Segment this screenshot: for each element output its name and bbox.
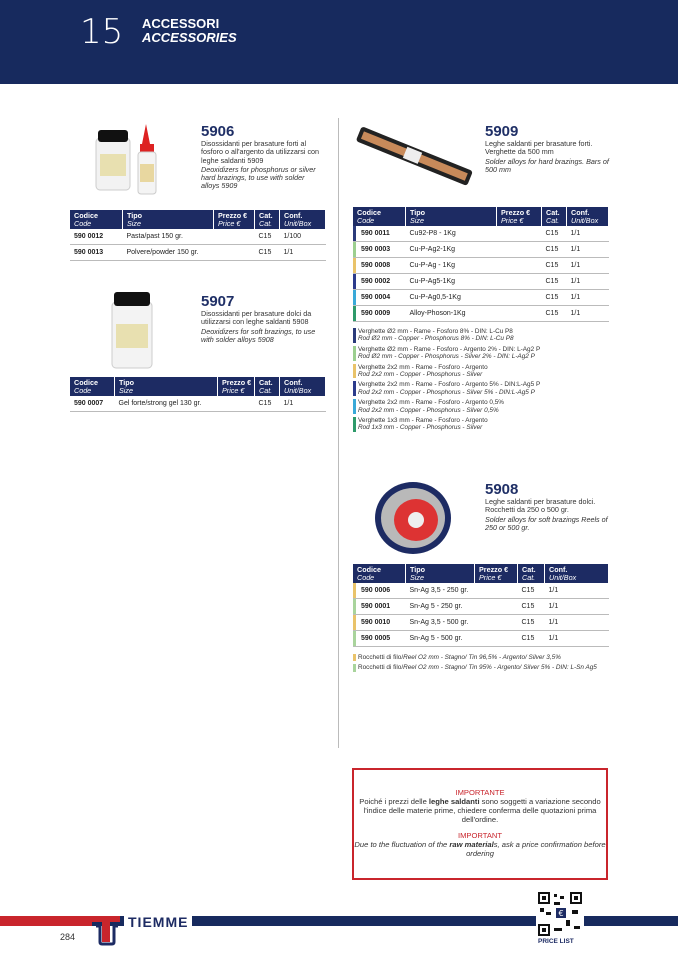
col-cat: Cat. Cat. xyxy=(542,207,567,226)
table-row: 590 0007 Gel forte/strong gel 130 gr. C15 1/1 xyxy=(70,396,326,412)
col-conf: Conf. Unit/Box xyxy=(545,564,609,583)
note-text-en: Rod 1x3 mm - Copper - Phosphorus - Silver xyxy=(358,424,483,432)
row-type: Cu-P-Ag5-1Kg xyxy=(406,274,497,290)
row-color-bar xyxy=(353,226,356,241)
row-conf: 1/1 xyxy=(567,226,609,242)
table-row xyxy=(353,583,609,599)
row-color-bar xyxy=(353,599,356,614)
row-code: 590 0001 xyxy=(353,599,406,615)
row-conf: 1/1 xyxy=(567,274,609,290)
row-price xyxy=(475,631,518,647)
note-color-bar xyxy=(353,417,356,432)
col-type: Tipo Size xyxy=(406,207,497,226)
product-5909-notes xyxy=(353,328,609,435)
important-text-it: Poiché i prezzi delle leghe saldanti sono soggetti a variazione secondo l'indice delle materie prime, chiedere conferma delle quotazioni prima dell'ordine. xyxy=(359,797,601,824)
note-text-en: Rod 2x2 mm - Copper - Phosphorus - Silver xyxy=(358,371,483,379)
row-price xyxy=(497,274,542,290)
row-type: Sn-Ag 5 - 250 gr. xyxy=(406,599,475,615)
row-type: Sn-Ag 5 - 500 gr. xyxy=(406,631,475,647)
row-conf: 1/1 xyxy=(567,306,609,322)
qr-label: PRICE LIST xyxy=(538,938,574,945)
col-price: Prezzo € Price € xyxy=(497,207,542,226)
row-price xyxy=(497,258,542,274)
row-color-bar xyxy=(353,242,356,257)
product-5907-info xyxy=(201,294,321,344)
table-header xyxy=(353,207,609,226)
important-title-en: IMPORTANT xyxy=(457,831,503,840)
row-cat: C15 xyxy=(518,599,545,615)
product-5909-table xyxy=(353,207,609,322)
row-conf: 1/1 xyxy=(545,615,609,631)
product-5909-info xyxy=(485,124,610,174)
row-conf: 1/1 xyxy=(567,242,609,258)
product-5906-table xyxy=(70,210,326,261)
product-desc-en: Solder alloys for hard brazings. Bars of 500 mm xyxy=(485,156,609,174)
table-row xyxy=(353,290,609,306)
row-color-bar xyxy=(353,290,356,305)
row-cat: C15 xyxy=(518,615,545,631)
row-cat: C15 xyxy=(542,290,567,306)
note-item xyxy=(353,328,609,343)
product-desc-en: Solder alloys for soft brazings Reels of 250 or 500 gr. xyxy=(485,514,608,532)
row-color-bar xyxy=(353,615,356,630)
table-row: 590 0013 Polvere/powder 150 gr. C15 1/1 xyxy=(70,245,326,261)
note-text-it: Verghette Ø2 mm - Rame - Fosforo 8% - DIN: L-Cu P8 xyxy=(358,328,513,335)
page-number: 284 xyxy=(60,932,76,942)
note-item xyxy=(353,654,609,661)
row-cat: C15 xyxy=(542,274,567,290)
note-text-en: Rod 2x2 mm - Copper - Phosphorus - Silver 0,5% xyxy=(358,406,499,414)
col-conf: Conf. Unit/Box xyxy=(567,207,609,226)
gel-jar-image xyxy=(108,290,158,372)
note-color-bar xyxy=(353,399,356,414)
product-code: 5907 xyxy=(201,293,235,310)
col-price: Prezzo € Price € xyxy=(475,564,518,583)
qr-code-icon[interactable] xyxy=(536,890,584,938)
note-item xyxy=(353,417,609,432)
note-text-en: Rod 2x2 mm - Copper - Phosphorus - Silver 5% - DIN:L-Ag5 P xyxy=(358,388,535,396)
col-code: Codice Code xyxy=(353,564,406,583)
row-price xyxy=(497,226,542,242)
row-code: 590 0004 xyxy=(353,290,406,306)
row-price xyxy=(497,290,542,306)
deoxidizer-jar-bottle-image xyxy=(88,120,168,200)
row-cat: C15 xyxy=(518,631,545,647)
row-color-bar xyxy=(353,306,356,321)
row-conf: 1/1 xyxy=(545,583,609,599)
row-code: 590 0005 xyxy=(353,631,406,647)
table-row xyxy=(353,599,609,615)
col-cat: Cat. Cat. xyxy=(255,210,280,229)
table-header xyxy=(70,377,326,396)
table-row xyxy=(353,226,609,242)
product-desc-it: Leghe saldanti per brasature dolci. Rocchetti da 250 o 500 gr. xyxy=(485,497,596,515)
col-code: Codice Code xyxy=(353,207,406,226)
col-type: Tipo Size xyxy=(406,564,475,583)
row-color-bar xyxy=(353,583,356,598)
product-desc-it: Disossidanti per brasature forti al fosforo o all'argento da utilizzarsi con leghe saldanti 5909 xyxy=(201,139,320,165)
chapter-title-en: ACCESSORIES xyxy=(142,30,237,45)
column-divider xyxy=(338,118,339,748)
col-price: Prezzo € Price € xyxy=(214,210,255,229)
row-type: Sn-Ag 3,5 - 500 gr. xyxy=(406,615,475,631)
col-price: Prezzo € Price € xyxy=(218,377,255,396)
row-code: 590 0010 xyxy=(353,615,406,631)
row-color-bar xyxy=(353,274,356,289)
col-code: Codice Code xyxy=(70,210,123,229)
row-price xyxy=(497,306,542,322)
note-text-en: Rod Ø2 mm - Copper - Phosphorus 8% - DIN: L-Cu P8 xyxy=(358,335,514,343)
row-code: 590 0008 xyxy=(353,258,406,274)
page-header xyxy=(0,0,678,84)
note-text-en: Reel O2 mm - Stagno/ Tin 96,5% - Argento/ Silver 3,5% xyxy=(403,654,561,661)
product-code: 5909 xyxy=(485,123,519,140)
product-code: 5906 xyxy=(201,123,235,140)
note-text-it: Verghette 2x2 mm - Rame - Fosforo - Argento 5% - DIN:L-Ag5 P xyxy=(358,381,541,389)
row-cat: C15 xyxy=(542,242,567,258)
row-code: 590 0011 xyxy=(353,226,406,242)
row-cat: C15 xyxy=(542,226,567,242)
table-row xyxy=(353,242,609,258)
solder-rod-pack-image xyxy=(352,122,477,192)
row-code: 590 0009 xyxy=(353,306,406,322)
row-conf: 1/1 xyxy=(567,290,609,306)
row-code: 590 0003 xyxy=(353,242,406,258)
note-text-it: Rocchetti di filo/ xyxy=(358,664,404,672)
row-type: Sn-Ag 3,5 - 250 gr. xyxy=(406,583,475,599)
table-header xyxy=(70,210,326,229)
solder-reel-image xyxy=(370,478,456,558)
product-code: 5908 xyxy=(485,481,519,498)
svg-text:€: € xyxy=(558,909,564,918)
note-text-it: Verghette 1x3 mm - Rame - Fosforo - Argento xyxy=(358,417,488,425)
note-text-it: Verghette 2x2 mm - Rame - Fosforo - Argento xyxy=(358,363,488,371)
note-color-bar xyxy=(353,328,356,343)
chapter-number: 15 xyxy=(80,12,124,52)
row-code: 590 0006 xyxy=(353,583,406,599)
col-conf: Conf. Unit/Box xyxy=(280,377,326,396)
row-type: Cu-P-Ag2-1Kg xyxy=(406,242,497,258)
brand-name: TIEMME xyxy=(124,914,192,930)
row-type: Cu92-P8 - 1Kg xyxy=(406,226,497,242)
col-cat: Cat. Cat. xyxy=(255,377,280,396)
table-header xyxy=(353,564,609,583)
note-item xyxy=(353,664,609,671)
note-item xyxy=(353,381,609,396)
table-row xyxy=(353,258,609,274)
col-code: Codice Code xyxy=(70,377,115,396)
product-5908-table xyxy=(353,564,609,647)
important-notice xyxy=(352,768,608,880)
product-5908-notes xyxy=(353,654,609,675)
table-row xyxy=(353,631,609,647)
note-color-bar xyxy=(353,654,356,661)
row-type: Cu-P-Ag0,5-1Kg xyxy=(406,290,497,306)
note-item xyxy=(353,364,609,379)
row-type: Alloy-Phoson-1Kg xyxy=(406,306,497,322)
product-desc-it: Leghe saldanti per brasature forti. Verghette da 500 mm xyxy=(485,139,593,157)
row-cat: C15 xyxy=(542,258,567,274)
note-color-bar xyxy=(353,364,356,379)
row-code: 590 0002 xyxy=(353,274,406,290)
col-type: Tipo Size xyxy=(123,210,214,229)
chapter-title-it: ACCESSORI xyxy=(142,16,220,31)
row-conf: 1/1 xyxy=(567,258,609,274)
row-color-bar xyxy=(353,258,356,273)
note-color-bar xyxy=(353,346,356,361)
col-cat: Cat. Cat. xyxy=(518,564,545,583)
product-5906-info xyxy=(201,124,321,191)
note-text-en: Rod Ø2 mm - Copper - Phosphorus - Silver 2% - DIN: L-Ag2 P xyxy=(358,353,535,361)
table-row xyxy=(353,274,609,290)
note-text-it: Verghette Ø2 mm - Rame - Fosforo - Argento 2% - DIN: L-Ag2 P xyxy=(358,345,541,353)
row-cat: C15 xyxy=(518,583,545,599)
row-color-bar xyxy=(353,631,356,646)
important-text-en: Due to the fluctuation of the raw materials, ask a price confirmation before ordering xyxy=(354,840,606,858)
footer-red-accent xyxy=(0,916,92,926)
product-desc-en: Deoxidizers for phosphorus or silver hard brazings, to use with solder alloys 5909 xyxy=(201,164,316,191)
note-text-en: Reel O2 mm - Stagno/ Tin 95% - Argento/ Silver 5% - DIN: L-Sn Ag5 xyxy=(403,664,597,672)
note-item xyxy=(353,399,609,414)
table-row xyxy=(353,615,609,631)
row-conf: 1/1 xyxy=(545,631,609,647)
product-5907-table xyxy=(70,377,326,412)
row-conf: 1/1 xyxy=(545,599,609,615)
col-type: Tipo Size xyxy=(115,377,218,396)
row-price xyxy=(475,583,518,599)
row-cat: C15 xyxy=(542,306,567,322)
row-price xyxy=(475,599,518,615)
chapter-title xyxy=(142,17,237,45)
product-5908-info xyxy=(485,482,610,532)
note-color-bar xyxy=(353,381,356,396)
note-text-it: Verghette 2x2 mm - Rame - Fosforo - Argento 0,5% xyxy=(358,399,504,407)
tiemme-logo-icon xyxy=(90,912,126,946)
table-row: 590 0012 Pasta/past 150 gr. C15 1/100 xyxy=(70,229,326,245)
col-conf: Conf. Unit/Box xyxy=(280,210,326,229)
note-text-it: Rocchetti di filo/ xyxy=(358,654,404,661)
note-item xyxy=(353,346,609,361)
table-row xyxy=(353,306,609,322)
row-type: Cu-P-Ag - 1Kg xyxy=(406,258,497,274)
row-price xyxy=(475,615,518,631)
note-color-bar xyxy=(353,664,356,671)
row-price xyxy=(497,242,542,258)
product-desc-it: Disossidanti per brasature dolci da utilizzarsi con leghe saldanti 5908 xyxy=(201,309,312,327)
important-title-it: IMPORTANTE xyxy=(455,788,505,797)
product-desc-en: Deoxidizers for soft brazings, to use with solder alloys 5908 xyxy=(201,326,316,344)
